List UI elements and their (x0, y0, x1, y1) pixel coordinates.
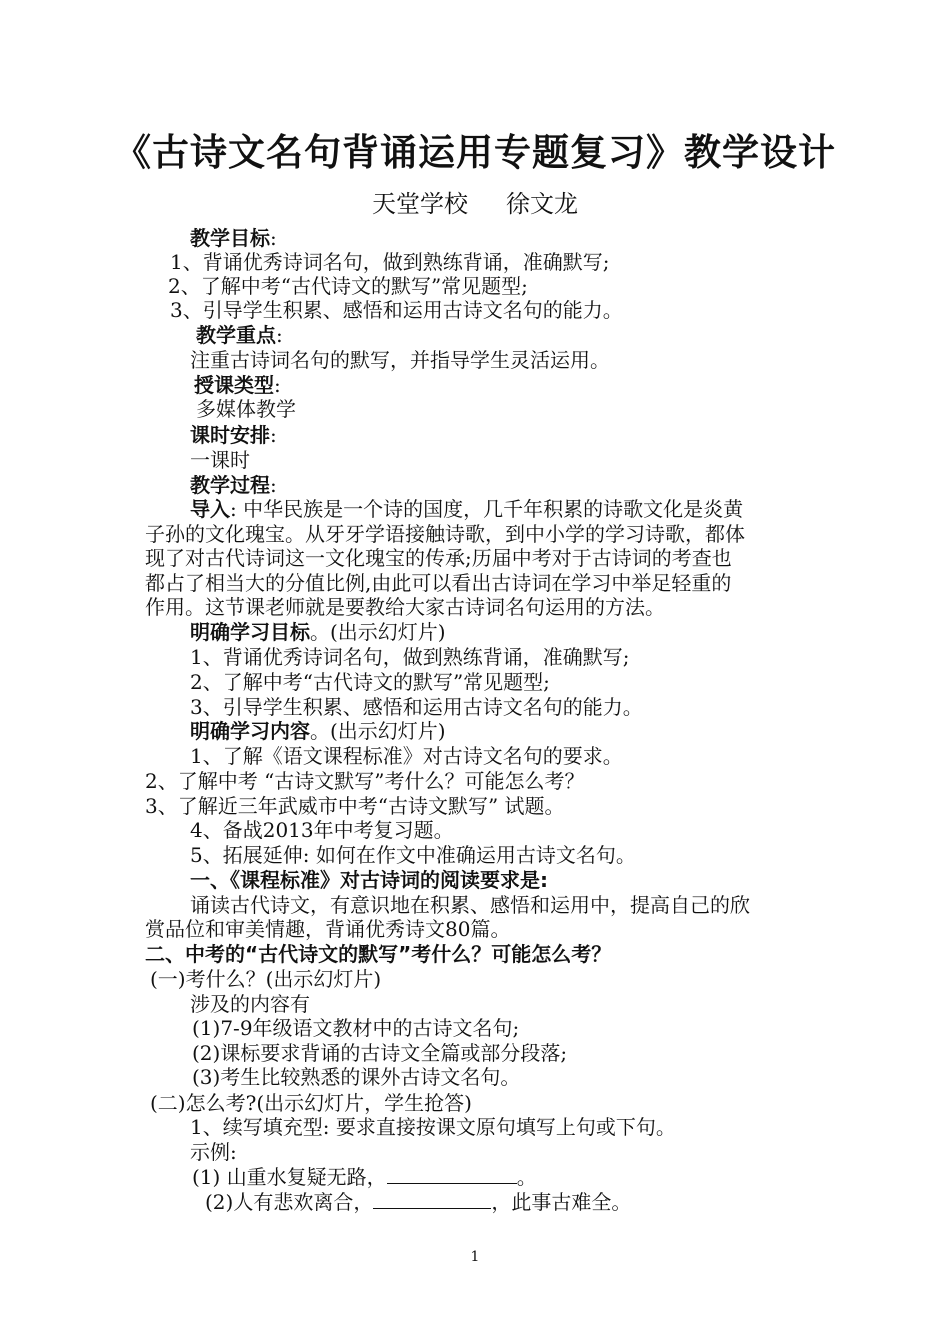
line-text: 2、了解中考 “古诗文默写”考什么？可能怎么考？ (145, 769, 585, 793)
line-text: 多媒体教学 (196, 397, 296, 421)
line-text: 示例: (190, 1140, 237, 1164)
line-text: : (270, 473, 277, 497)
line-text: 4、备战2013年中考复习题。 (190, 818, 454, 842)
line-text: 一课时 (190, 448, 250, 472)
text-line (190, 423, 277, 447)
bold-heading-text: 明确学习目标 (190, 620, 310, 644)
text-line (145, 546, 732, 570)
bold-heading-text: 导入 (190, 497, 230, 521)
line-text: 1、背诵优秀诗词名句，做到熟练背诵，准确默写; (190, 645, 630, 669)
text-line (150, 967, 381, 991)
text-line (190, 893, 750, 917)
bold-heading-text: 教学重点 (196, 323, 276, 347)
text-line (190, 348, 610, 372)
text-line (190, 744, 623, 768)
line-text: 3、引导学生积累、感悟和运用古诗文名句的能力。 (170, 298, 623, 322)
text-line (192, 1016, 519, 1040)
line-text: : (274, 373, 281, 397)
line-text: 3、引导学生积累、感悟和运用古诗文名句的能力。 (190, 695, 643, 719)
line-text: 涉及的内容有 (190, 992, 310, 1016)
text-line (190, 992, 310, 1016)
text-line (190, 670, 550, 694)
text-line (190, 226, 277, 250)
text-line (190, 868, 548, 892)
text-line (190, 695, 643, 719)
text-line (190, 1115, 676, 1139)
text-line (196, 397, 296, 421)
line-text: (3)考生比较熟悉的课外古诗文名句。 (192, 1065, 521, 1089)
text-line (145, 917, 510, 941)
line-text: (一)考什么？(出示幻灯片) (150, 967, 382, 991)
text-line (190, 818, 454, 842)
text-line (192, 1065, 520, 1089)
text-line (194, 373, 281, 397)
fill-in-blank (373, 1190, 491, 1209)
line-text: 现了对古代诗词这一文化瑰宝的传承;历届中考对于古诗词的考查也 (145, 546, 732, 570)
bold-heading-text: 明确学习内容 (190, 719, 310, 743)
line-text: 2、了解中考“古代诗文的默写”常见题型; (190, 670, 550, 694)
line-text: 1、了解《语文课程标准》对古诗文名句的要求。 (190, 744, 623, 768)
line-text: (1) 山重水复疑无路， (192, 1165, 387, 1189)
page-number: 1 (470, 1249, 480, 1265)
line-text: 。 (516, 1165, 537, 1189)
text-line (190, 719, 446, 743)
line-text: ，此事古难全。 (491, 1190, 632, 1214)
document-title: 《古诗文名句背诵运用专题复习》教学设计 (114, 131, 836, 174)
line-text: 作用。这节课老师就是要教给大家古诗词名句运用的方法。 (145, 595, 665, 619)
line-text: : (276, 323, 283, 347)
text-line (190, 448, 250, 472)
author-name: 徐文龙 (506, 190, 578, 218)
text-line (168, 274, 528, 298)
bold-heading-text: 一、《课程标准》对古诗词的阅读要求是: (190, 868, 548, 892)
line-text: 都占了相当大的分值比例,由此可以看出古诗词在学习中举足轻重的 (145, 571, 732, 595)
bold-heading-text: 课时安排 (190, 423, 270, 447)
text-line (170, 250, 609, 274)
text-line (170, 298, 623, 322)
text-line (190, 473, 277, 497)
text-line (192, 1165, 537, 1189)
line-text: 子孙的文化瑰宝。从牙牙学语接触诗歌，到中小学的学习诗歌，都体 (145, 522, 745, 546)
text-line (145, 595, 665, 619)
text-line (145, 942, 611, 966)
text-line (190, 497, 743, 521)
bold-heading-text: 教学过程 (190, 473, 270, 497)
text-line (145, 571, 731, 595)
line-text: (2)课标要求背诵的古诗文全篇或部分段落; (192, 1041, 568, 1065)
line-text: 诵读古代诗文，有意识地在积累、感悟和运用中，提高自己的欣 (190, 893, 750, 917)
line-text: 3、了解近三年武威市中考“古诗文默写” 试题。 (145, 794, 565, 818)
line-text: 注重古诗词名句的默写，并指导学生灵活运用。 (190, 348, 610, 372)
author-school: 天堂学校 (372, 190, 468, 218)
text-line (150, 1091, 472, 1115)
line-text: 1、续写填充型: 要求直接按课文原句填写上句或下句。 (190, 1115, 676, 1139)
line-text: : 中华民族是一个诗的国度，几千年积累的诗歌文化是炎黄 (230, 497, 744, 521)
text-line (145, 769, 585, 793)
line-text: (二)怎么考?(出示幻灯片，学生抢答) (150, 1091, 472, 1115)
text-line (190, 620, 446, 644)
fill-in-blank (387, 1165, 517, 1184)
line-text: 5、拓展延伸: 如何在作文中准确运用古诗文名句。 (190, 843, 636, 867)
line-text: (2)人有悲欢离合， (205, 1190, 374, 1214)
line-text: 赏品位和审美情趣，背诵优秀诗文80篇。 (145, 917, 511, 941)
text-line (190, 1140, 237, 1164)
line-text: 1、背诵优秀诗词名句，做到熟练背诵，准确默写; (170, 250, 610, 274)
bold-heading-text: 授课类型 (194, 373, 274, 397)
bold-heading-text: 教学目标 (190, 226, 270, 250)
line-text: 2、了解中考“古代诗文的默写”常见题型; (168, 274, 528, 298)
author-line (0, 184, 950, 219)
text-line (205, 1190, 631, 1214)
line-text: 。(出示幻灯片) (310, 719, 446, 743)
text-line (145, 794, 565, 818)
text-line (196, 323, 283, 347)
bold-heading-text: 二、中考的“古代诗文的默写”考什么？可能怎么考？ (145, 942, 612, 966)
line-text: 。(出示幻灯片) (310, 620, 446, 644)
line-text: : (270, 423, 277, 447)
text-line (190, 843, 636, 867)
text-line (192, 1041, 567, 1065)
text-line (190, 645, 629, 669)
line-text: : (270, 226, 277, 250)
text-line (145, 522, 745, 546)
line-text: (1)7-9年级语文教材中的古诗文名句; (192, 1016, 520, 1040)
